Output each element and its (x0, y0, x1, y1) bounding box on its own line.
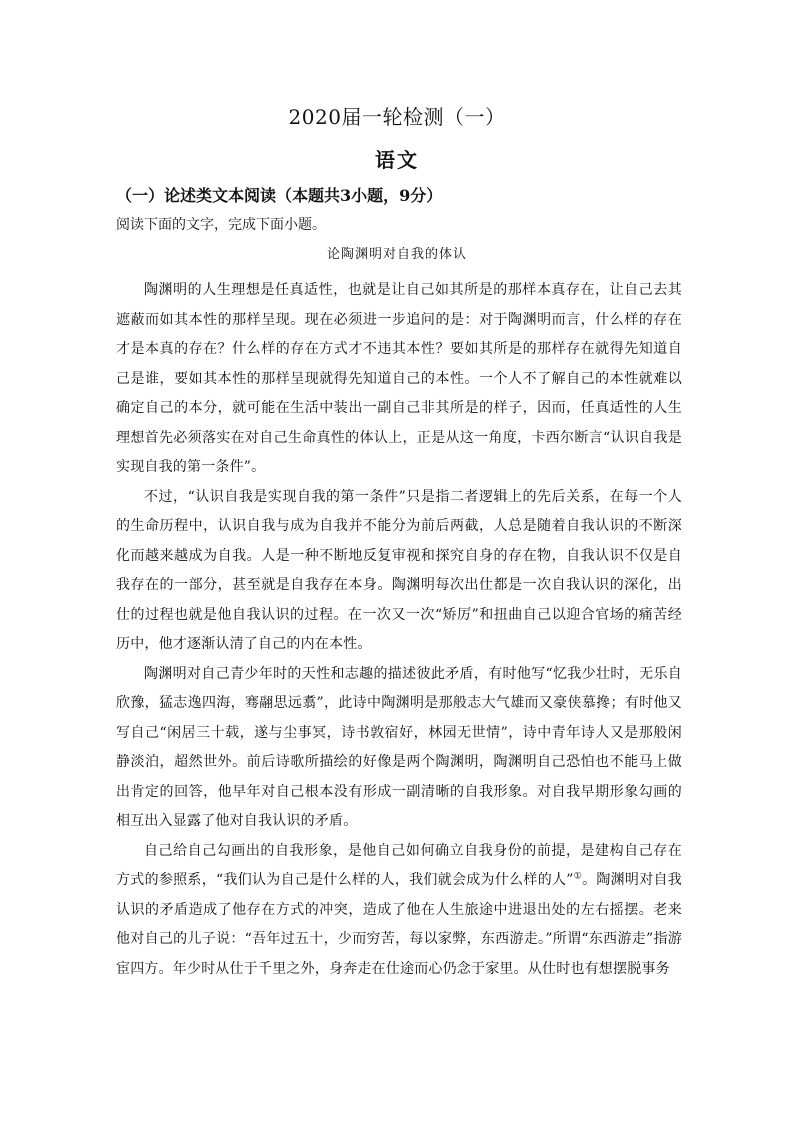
paragraph-4-continuation: 。陶渊明对自我认识的矛盾造成了他存在方式的冲突，造成了他在人生旅途中进退出处的左右摇摆。老来他对自己的儿子说：“吾年过五十，少而穷苦，每以家弊，东西游走。”所谓“东西游走”指游宦四方。年少时从仕于千里之外，身奔走在仕途而心仍念于家里。从仕时也有想摆脱事务 (116, 872, 682, 977)
reading-instruction: 阅读下面的文字，完成下面小题。 (116, 217, 326, 233)
section-heading: （一）论述类文本阅读（本题共3小题，9分） (116, 186, 443, 205)
paragraph-2: 不过，“认识自我是实现自我的第一条件”只是指二者逻辑上的先后关系，在每一个人的生命历程中，认识自我与成为自我并不能分为前后两截，人总是随着自我认识的不断深化而越来越成为自我。人是一种不断地反复审视和探究自身的存在物，自我认识不仅是自我存在的一部分，甚至就是自我存在本身。陶渊明每次出仕都是一次自我认识的深化，出仕的过程也就是他自我认识的过程。在一次又一次“矫厉”和扭曲自己以迎合官场的痛苦经历中，他才逐渐认清了自己的内在本性。 (116, 488, 682, 652)
article-body (116, 276, 682, 984)
exam-title: 2020届一轮检测（一） (288, 105, 506, 129)
paragraph-4-text: 自己给自己勾画出的自我形象，是他自己如何确立自我身份的前提，是建构自己存在方式的参照系，“我们认为自己是什么样的人，我们就会成为什么样的人” (116, 842, 682, 888)
subject-title: 语文 (375, 148, 419, 172)
paragraph-1: 陶渊明的人生理想是任真适性，也就是让自己如其所是的那样本真存在，让自己去其遮蔽而如其本性的那样呈现。现在必须进一步追问的是：对于陶渊明而言，什么样的存在才是本真的存在？什么样的存在方式才不违其本性？要如其所是的那样存在就得先知道自己是谁，要如其本性的那样呈现就得先知道自己的本性。一个人不了解自己的本性就难以确定自己的本分，就可能在生活中装出一副自己非其所是的样子，因而，任真适性的人生理想首先必须落实在对自己生命真性的体认上，正是从这一角度，卡西尔断言“认识自我是实现自我的第一条件”。 (116, 282, 682, 475)
article-title: 论陶渊明对自我的体认 (326, 247, 467, 262)
paragraph-4 (116, 837, 682, 985)
paragraph-3: 陶渊明对自己青少年时的天性和志趣的描述彼此矛盾，有时他写“忆我少壮时，无乐自欣豫，猛志逸四海，骞翮思远翥”，此诗中陶渊明是那般志大气雄而又豪侠慕搀；有时他又写自己“闲居三十载，遂与尘事冥，诗书敦宿好，林园无世情”，诗中青年诗人又是那般闲静淡泊，超然世外。前后诗歌所描绘的好像是两个陶渊明，陶渊明自己恐怕也不能马上做出肯定的回答，他早年对自己根本没有形成一副清晰的自我形象。对自我早期形象勾画的相互出入显露了他对自我认识的矛盾。 (116, 665, 682, 829)
footnote-marker[interactable]: ① (573, 871, 583, 882)
